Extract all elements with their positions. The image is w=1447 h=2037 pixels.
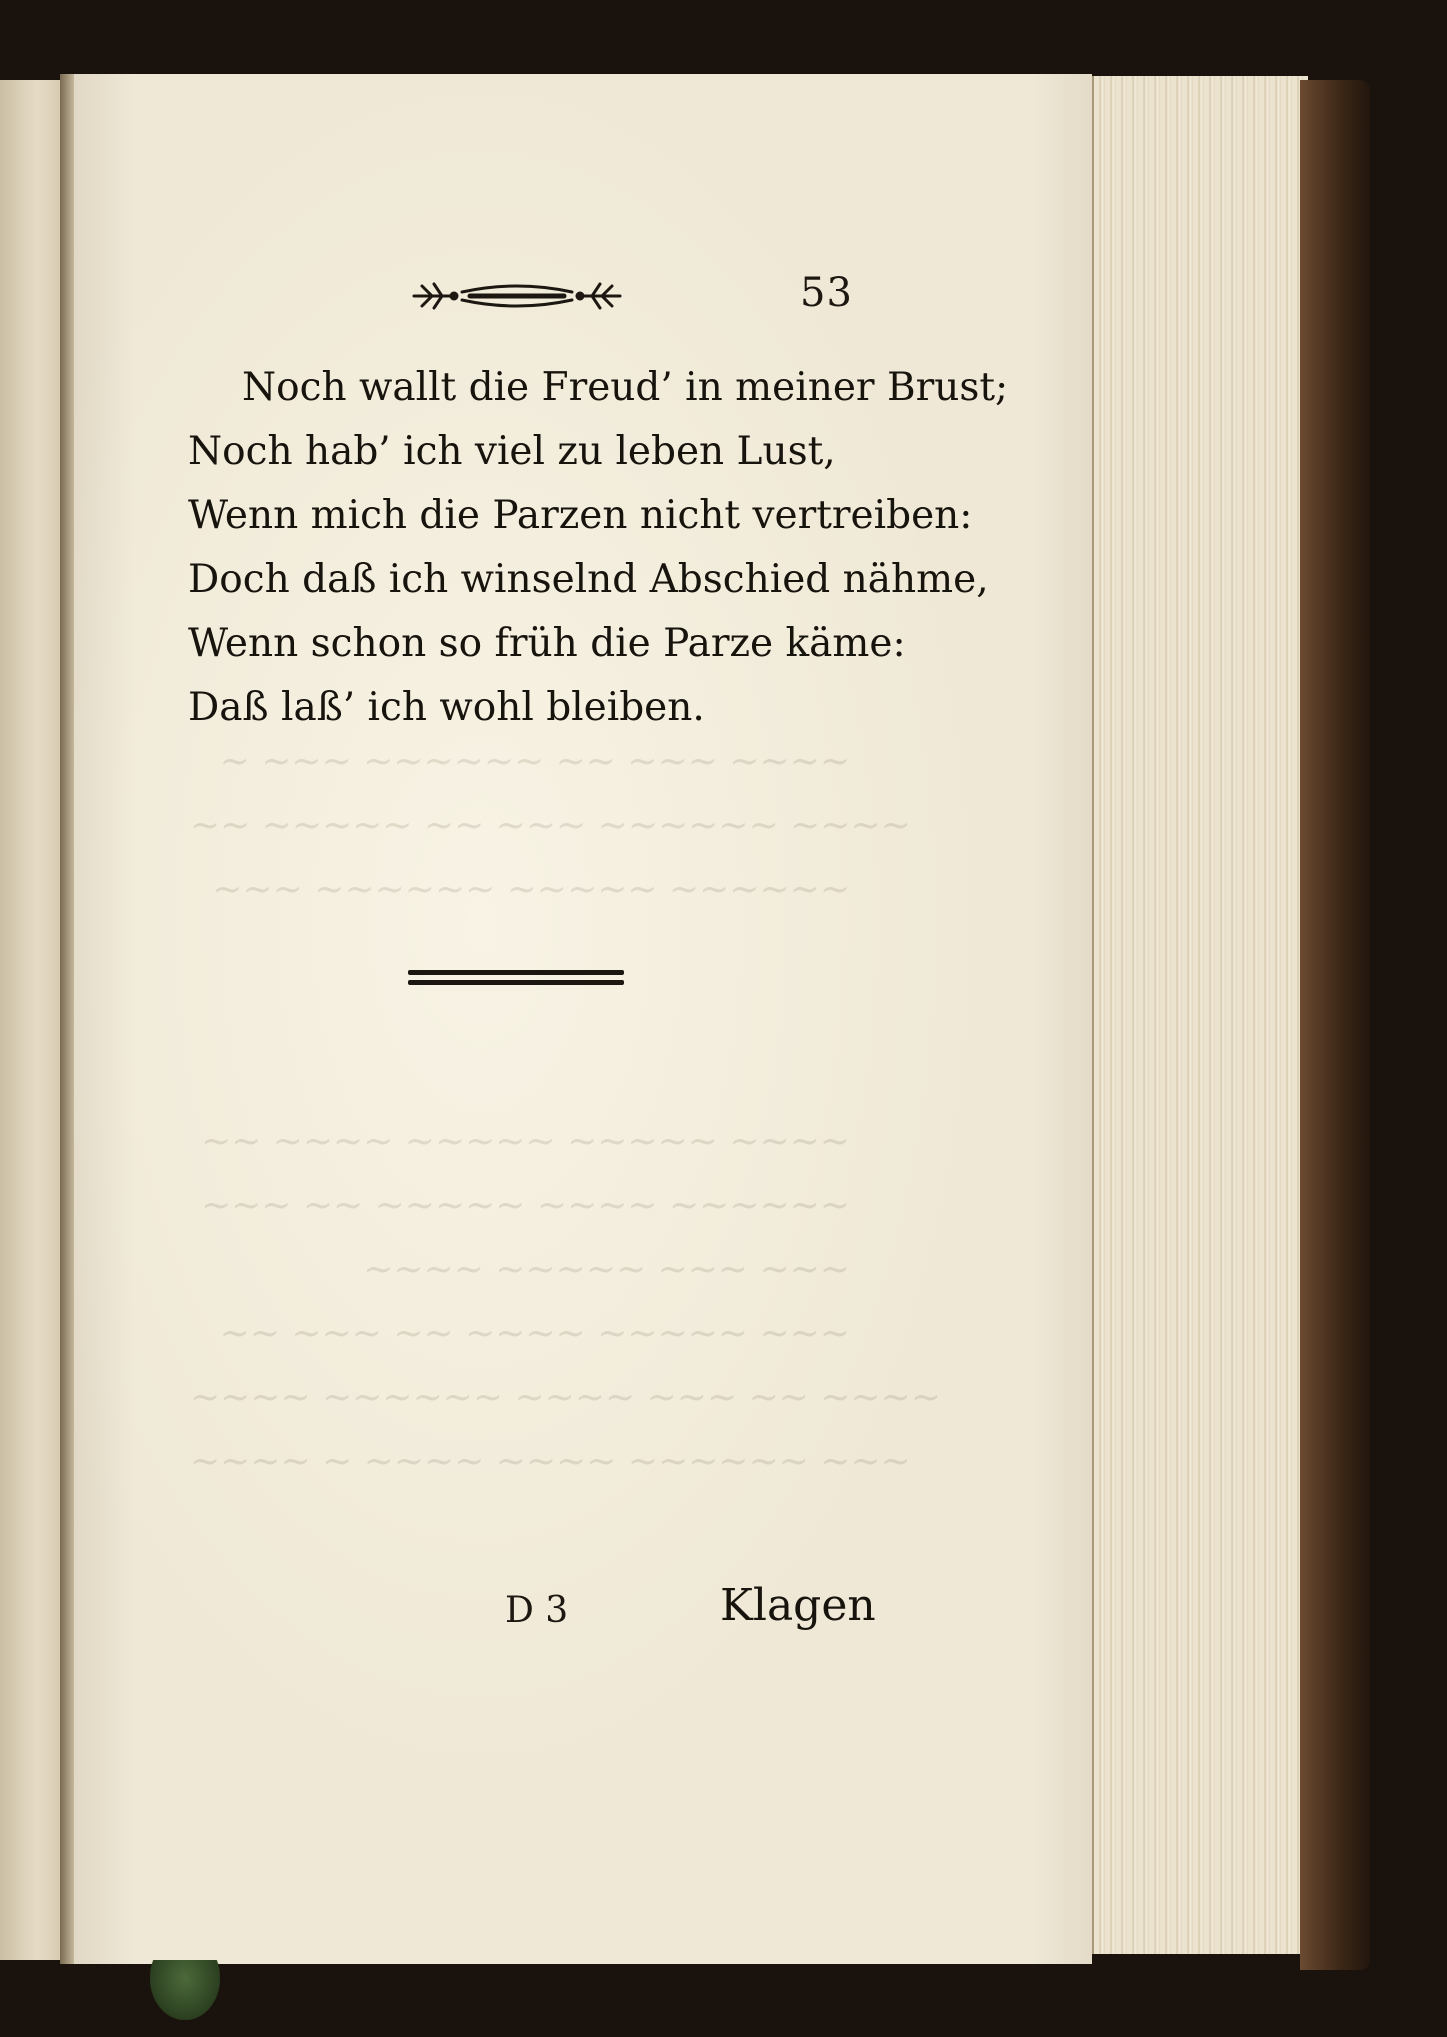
bleed-through-text: ~~~~ ~ ~~~~ ~~~~ ~~~~~~ ~~~ [190, 1441, 911, 1482]
poem-line: Doch daß ich winselnd Abschied nähme, [188, 557, 989, 602]
poem-stanza [188, 356, 1009, 740]
bleed-through-text: ~~~~ ~~~~~~ ~~~~ ~~~ ~~ ~~~~ [190, 1377, 941, 1418]
poem-line: Noch hab’ ich viel zu leben Lust, [188, 429, 836, 474]
bleed-through-text: ~~ ~~~ ~~ ~~~~ ~~~~~ ~~~ [219, 1313, 850, 1354]
poem-line: Wenn schon so früh die Parze käme: [188, 621, 906, 666]
book-cover [1300, 80, 1370, 1970]
left-page-edge [0, 80, 64, 1960]
section-divider [408, 970, 624, 986]
ribbon-bookmark [150, 1960, 220, 2020]
page-number: 53 [800, 270, 853, 316]
poem-line: Noch wallt die Freud’ in meiner Brust; [242, 365, 1009, 410]
bleed-through-text: ~~~~ ~~~~~ ~~~ ~~~ [363, 1249, 850, 1290]
poem-line: Wenn mich die Parzen nicht vertreiben: [188, 493, 973, 538]
bleed-through-text: ~~ ~~~~~ ~~ ~~~ ~~~~~~ ~~~~ [190, 805, 911, 846]
printer-signature-mark: D 3 [505, 1590, 569, 1631]
catchword: Klagen [720, 1580, 876, 1631]
header-ornament-icon [410, 272, 624, 320]
page-fore-edge [1092, 76, 1308, 1954]
bleed-through-text: ~~~ ~~~~~~ ~~~~~ ~~~~~~ [212, 869, 850, 910]
bleed-through-text: ~~~ ~~ ~~~~~ ~~~~ ~~~~~~ [200, 1185, 850, 1226]
bleed-through-text: ~~ ~~~~ ~~~~~ ~~~~~ ~~~~ [200, 1121, 850, 1162]
bleed-through-text: ~ ~~~ ~~~~~~ ~~ ~~~ ~~~~ [219, 741, 850, 782]
poem-line: Daß laß’ ich wohl bleiben. [188, 685, 705, 730]
